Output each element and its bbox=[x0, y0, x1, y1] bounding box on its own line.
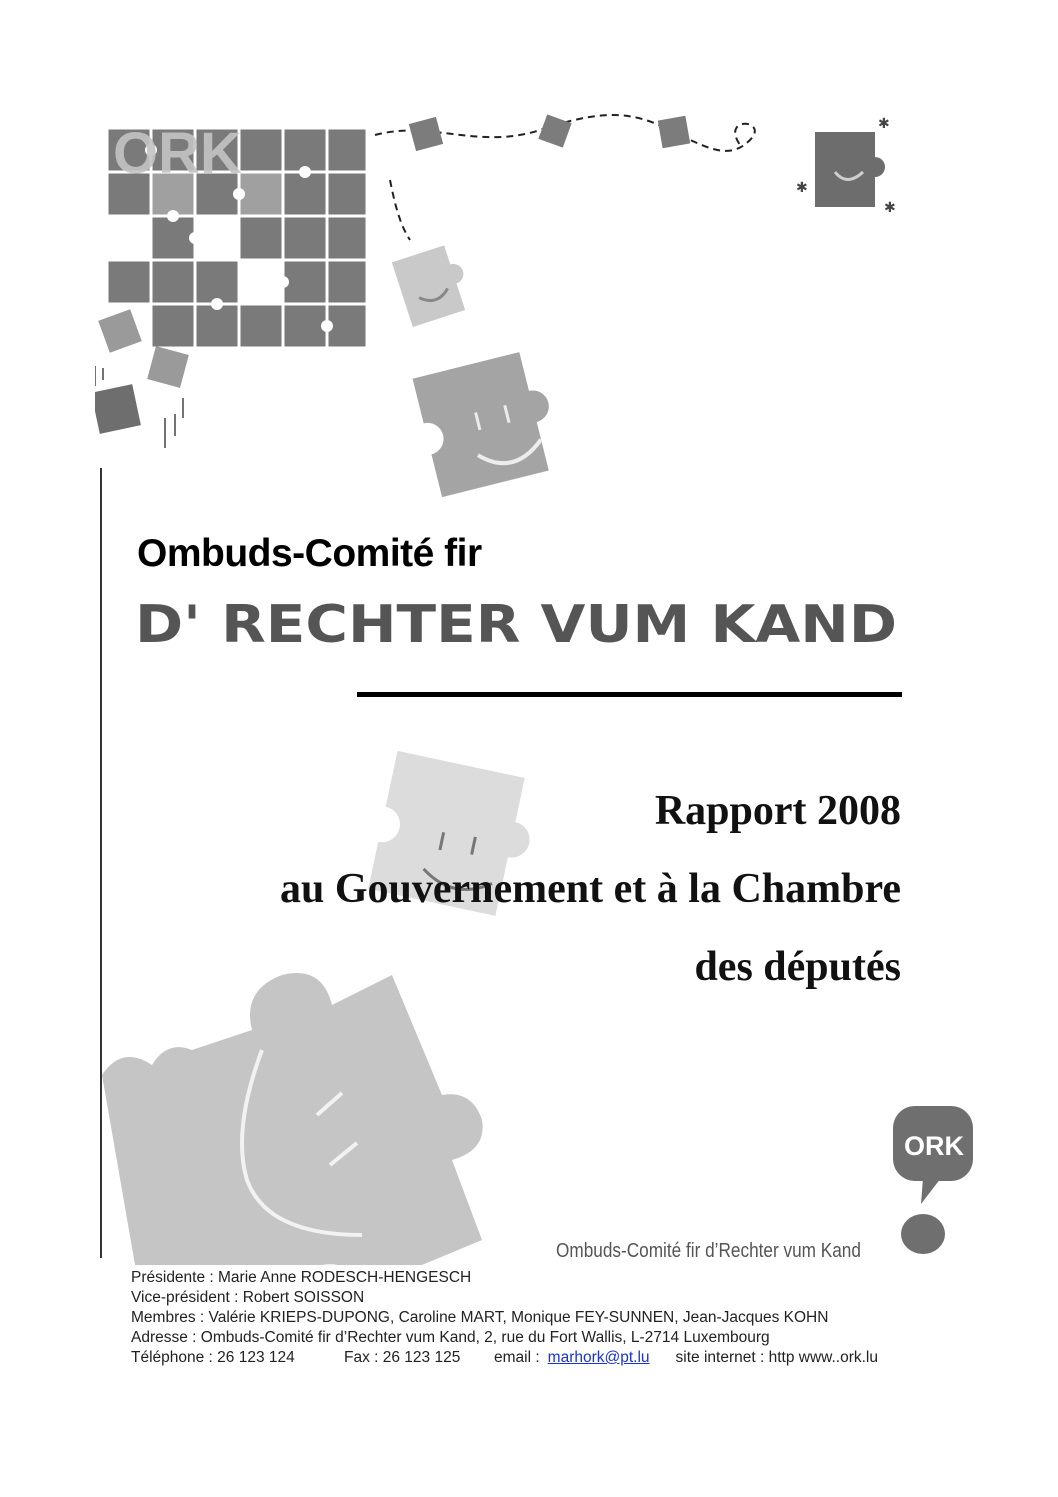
contact-footer bbox=[131, 1268, 878, 1368]
large-puzzle-piece bbox=[400, 330, 590, 510]
footer-president: Présidente : Marie Anne RODESCH-HENGESCH bbox=[131, 1269, 472, 1286]
light-puzzle-piece bbox=[380, 232, 490, 332]
report-title-line-3: des députés bbox=[694, 944, 901, 990]
svg-text:✱: ✱ bbox=[878, 115, 890, 131]
footer-phone: Téléphone : 26 123 124 bbox=[131, 1349, 295, 1366]
report-title-line-1: Rapport 2008 bbox=[654, 788, 901, 834]
title-rule bbox=[357, 692, 902, 697]
footer-vice-president: Vice-président : Robert SOISSON bbox=[131, 1289, 365, 1306]
wordmark-text: D' RECHTER VUM KAND bbox=[135, 595, 897, 655]
footer-website: site internet : http www..ork.lu bbox=[675, 1349, 878, 1366]
ork-badge-label: ORK bbox=[904, 1131, 964, 1161]
footer-fax: Fax : 26 123 125 bbox=[344, 1349, 461, 1366]
footer-address: Adresse : Ombuds-Comité fir d’Rechter vum Kand, 2, rue du Fort Wallis, L-2714 Luxembourg bbox=[131, 1329, 770, 1346]
footer-email-label: email : bbox=[494, 1349, 540, 1366]
footer-email-link[interactable]: marhork@pt.lu bbox=[547, 1349, 650, 1366]
report-title-line-2: au Gouvernement et à la Chambre bbox=[280, 866, 901, 912]
rechter-vum-kand-wordmark bbox=[135, 590, 905, 656]
svg-text:✱: ✱ bbox=[796, 179, 808, 195]
org-heading: Ombuds-Comité fir bbox=[137, 532, 482, 575]
ork-speech-badge bbox=[893, 1106, 975, 1256]
smiling-puzzle-piece-top-right bbox=[790, 112, 910, 222]
footer-contact bbox=[131, 1348, 878, 1368]
org-signature: Ombuds-Comité fir d’Rechter vum Kand bbox=[556, 1240, 861, 1262]
footer-members: Membres : Valérie KRIEPS-DUPONG, Caroline MART, Monique FEY-SUNNEN, Jean-Jacques KOHN bbox=[131, 1309, 829, 1326]
bottom-large-puzzle-piece bbox=[102, 965, 492, 1265]
svg-text:✱: ✱ bbox=[884, 199, 896, 215]
ork-letters: ORK bbox=[113, 121, 242, 186]
puzzle-grid-logo bbox=[95, 118, 385, 458]
